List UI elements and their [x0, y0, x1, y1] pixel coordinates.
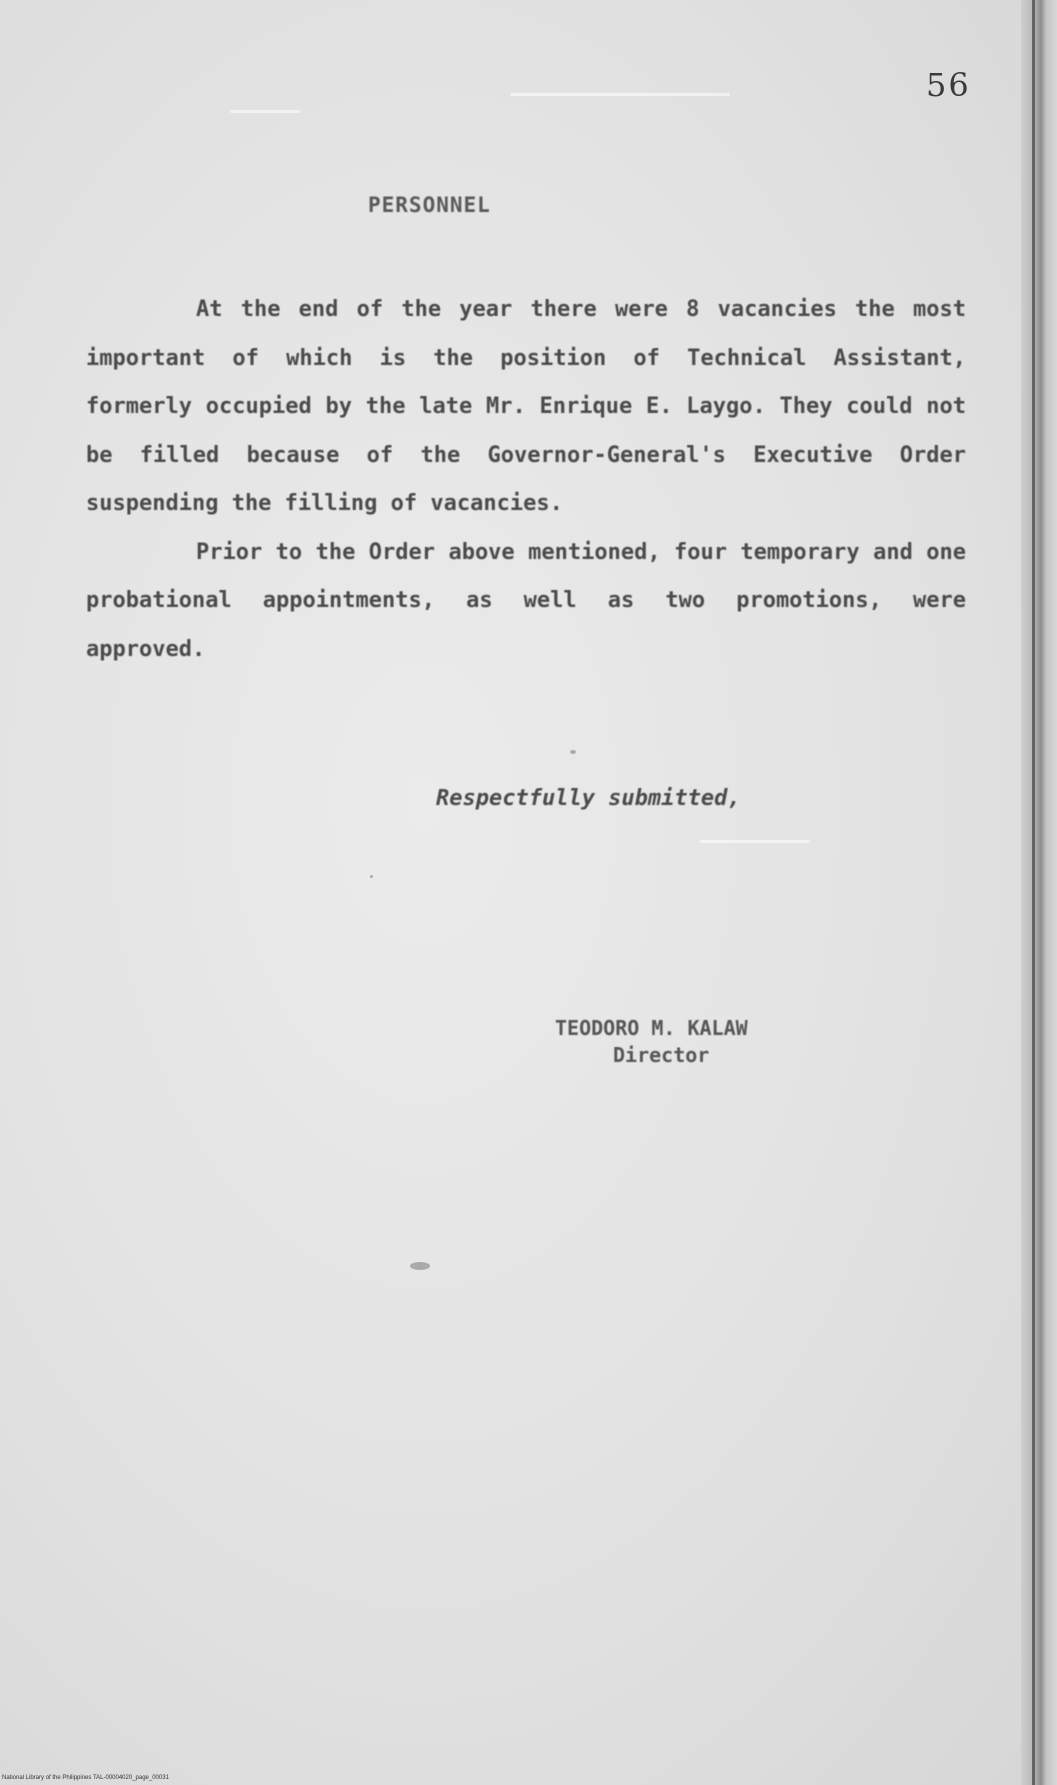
- page-fold-line: [1032, 0, 1035, 1785]
- paragraph-appointments: Prior to the Order above mentioned, four temporary and one probational appointments, as well as two promotions, were approved.: [86, 539, 966, 662]
- archive-footer: National Library of the Philippines TAL-00004020_page_00031: [2, 1775, 169, 1781]
- closing-line: Respectfully submitted,: [436, 786, 741, 811]
- signature-block: [555, 1015, 748, 1069]
- paper-speck: [570, 750, 576, 754]
- signatory-title: Director: [613, 1043, 710, 1067]
- paper-speck: [410, 1262, 430, 1270]
- paper-speck: [370, 875, 373, 878]
- signatory-name: TEODORO M. KALAW: [555, 1016, 748, 1040]
- paper-smudge: [510, 93, 730, 96]
- body-text: [86, 286, 966, 674]
- paper-smudge: [700, 840, 810, 843]
- paragraph-vacancies: At the end of the year there were 8 vacancies the most important of which is the position of Technical Assistant, formerly occupied by the late Mr. Enrique E. Laygo. They could not be filled because of the Governor-General's Executive Order suspending the filling of vacancies.: [86, 297, 966, 516]
- page-edge-shadow: [1021, 0, 1057, 1785]
- section-heading: PERSONNEL: [368, 193, 491, 217]
- page-number: 56: [926, 66, 971, 104]
- paper-smudge: [230, 110, 300, 113]
